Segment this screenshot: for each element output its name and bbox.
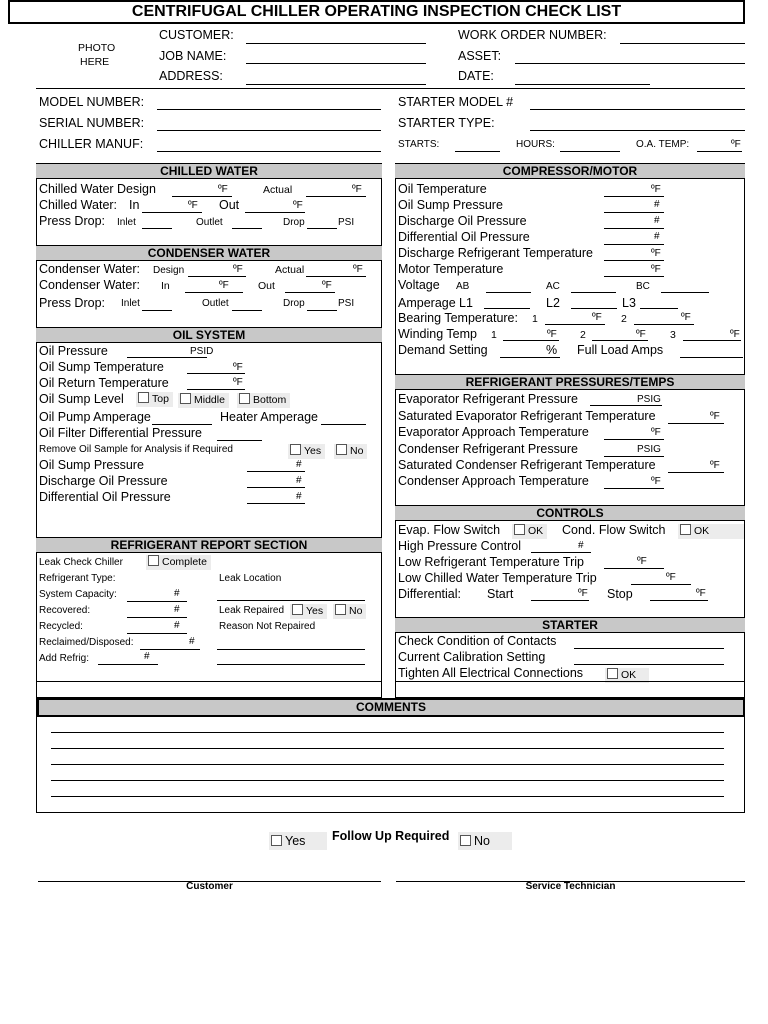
condenser-water-heading: CONDENSER WATER — [36, 245, 382, 261]
chw-design-label: Chilled Water Design — [39, 182, 156, 196]
chw-in-field[interactable] — [142, 212, 202, 213]
comp-diff-oil-unit: # — [654, 231, 660, 242]
comment-line-1[interactable] — [51, 732, 724, 733]
job-name-field[interactable] — [246, 63, 426, 64]
system-capacity-field[interactable] — [127, 601, 187, 602]
winding-2-label: 2 — [580, 329, 586, 341]
cdw-out-label: Out — [258, 280, 275, 292]
demand-setting-label: Demand Setting — [398, 343, 488, 357]
cdw-in-unit: ºF — [219, 280, 229, 291]
tighten-label: Tighten All Electrical Connections — [398, 666, 584, 680]
comment-line-2[interactable] — [51, 748, 724, 749]
chw-inlet-label: Inlet — [117, 217, 136, 228]
oil-sump-pressure-unit: # — [296, 459, 302, 470]
option-label: No — [350, 445, 364, 457]
cdw-actual-unit: ºF — [353, 264, 363, 275]
sump-level-middle-option[interactable] — [178, 393, 229, 408]
sump-level-bottom-option[interactable] — [237, 393, 290, 408]
cdw-outlet-label: Outlet — [202, 298, 229, 309]
remove-sample-yes-option[interactable] — [288, 444, 325, 459]
chw-outlet-label: Outlet — [196, 217, 223, 228]
comment-line-4[interactable] — [51, 780, 724, 781]
add-refrig-unit: # — [144, 651, 150, 662]
chw-actual-unit: ºF — [352, 184, 362, 195]
comments-heading: COMMENTS — [37, 698, 745, 717]
comment-line-5[interactable] — [51, 796, 724, 797]
work-order-label: WORK ORDER NUMBER: — [458, 28, 607, 42]
leak-location-label: Leak Location — [219, 573, 282, 584]
chw-out-field[interactable] — [245, 212, 305, 213]
chw-water-label: Chilled Water: — [39, 198, 118, 212]
option-label: No — [349, 605, 363, 617]
page-title: CENTRIFUGAL CHILLER OPERATING INSPECTION CHECK LIST — [8, 0, 745, 24]
bearing-1-label: 1 — [532, 313, 538, 325]
oa-temp-field[interactable] — [697, 151, 742, 152]
high-pressure-field[interactable] — [531, 552, 591, 553]
add-refrig-label: Add Refrig: — [39, 653, 90, 664]
contacts-field[interactable] — [574, 648, 724, 649]
bearing-2-unit: ºF — [681, 312, 691, 323]
compressor-motor-heading: COMPRESSOR/MOTOR — [395, 163, 745, 179]
cdw-press-drop-label: Press Drop: — [39, 296, 105, 310]
starter-type-field[interactable] — [530, 130, 745, 131]
cdw-inlet-field[interactable] — [142, 310, 172, 311]
cdw-out-field[interactable] — [285, 292, 335, 293]
starter-model-field[interactable] — [530, 109, 745, 110]
recycled-label: Recycled: — [39, 621, 83, 632]
chw-outlet-field[interactable] — [232, 228, 262, 229]
reason-not-repaired-field-1[interactable] — [217, 649, 365, 650]
motor-temp-label: Motor Temperature — [398, 262, 504, 276]
differential-start-field[interactable] — [531, 600, 589, 601]
voltage-ac-label: AC — [546, 281, 560, 292]
amperage-l3-field[interactable] — [640, 308, 678, 309]
hours-label: HOURS: — [516, 139, 555, 150]
chilled-water-heading: CHILLED WATER — [36, 163, 382, 179]
oa-temp-label: O.A. TEMP: — [636, 139, 690, 150]
date-label: DATE: — [458, 69, 494, 83]
cdw-in-label: In — [161, 280, 170, 292]
chw-actual-field[interactable] — [306, 196, 366, 197]
reclaimed-unit: # — [189, 636, 195, 647]
motor-temp-field[interactable] — [604, 276, 664, 277]
differential-stop-label: Stop — [607, 587, 633, 601]
chw-in-label: In — [129, 198, 140, 212]
high-pressure-label: High Pressure Control — [398, 539, 521, 553]
sat-cond-temp-unit: ºF — [710, 460, 720, 471]
job-name-label: JOB NAME: — [159, 49, 227, 63]
address-label: ADDRESS: — [159, 69, 223, 83]
cdw-outlet-field[interactable] — [232, 310, 262, 311]
technician-signature-label: Service Technician — [525, 881, 616, 892]
oil-return-temp-label: Oil Return Temperature — [39, 376, 169, 390]
option-label: OK — [621, 669, 637, 681]
winding-3-unit: ºF — [730, 329, 740, 340]
amperage-l2-label: L2 — [546, 296, 560, 310]
leak-repaired-label: Leak Repaired — [219, 605, 285, 616]
low-ref-trip-label: Low Refrigerant Temperature Trip — [398, 555, 584, 569]
calibration-field[interactable] — [574, 664, 724, 665]
oil-filter-diff-label: Oil Filter Differential Pressure — [39, 426, 203, 440]
evap-pressure-unit: PSIG — [637, 394, 661, 405]
chw-psi-unit: PSI — [338, 217, 355, 228]
discharge-oil-pressure-unit: # — [296, 475, 302, 486]
leak-check-label: Leak Check Chiller — [39, 557, 123, 568]
heater-amp-label: Heater Amperage — [220, 410, 318, 424]
cond-approach-label: Condenser Approach Temperature — [398, 474, 589, 488]
refrigerant-report-heading: REFRIGERANT REPORT SECTION — [36, 537, 382, 553]
cdw-psi-unit: PSI — [338, 298, 355, 309]
cdw-design-field[interactable] — [188, 276, 246, 277]
comp-oil-sump-pressure-label: Oil Sump Pressure — [398, 198, 503, 212]
oil-pressure-unit: PSID — [190, 346, 214, 357]
checkbox-icon[interactable] — [607, 668, 618, 679]
sat-evap-temp-label: Saturated Evaporator Refrigerant Temperature — [398, 409, 656, 423]
low-chw-trip-label: Low Chilled Water Temperature Trip — [398, 571, 597, 585]
leak-repaired-yes-option[interactable] — [290, 604, 327, 619]
evap-approach-label: Evaporator Approach Temperature — [398, 425, 589, 439]
oil-sump-level-label: Oil Sump Level — [39, 392, 124, 406]
chw-drop-label: Drop — [283, 217, 305, 228]
evap-approach-field[interactable] — [604, 439, 664, 440]
bearing-1-field[interactable] — [545, 324, 605, 325]
diff-oil-pressure-field[interactable] — [247, 503, 305, 504]
starter-heading: STARTER — [395, 617, 745, 633]
demand-setting-unit: % — [546, 343, 558, 357]
chw-drop-field[interactable] — [307, 228, 337, 229]
option-label: No — [474, 834, 490, 848]
model-number-label: MODEL NUMBER: — [39, 95, 145, 109]
voltage-ab-field[interactable] — [486, 292, 531, 293]
cdw-actual-label: Actual — [275, 264, 305, 276]
cdw-water-label: Condenser Water: — [39, 262, 140, 276]
oil-pressure-label: Oil Pressure — [39, 344, 108, 358]
cdw-design-unit: ºF — [233, 264, 243, 275]
starter-model-label: STARTER MODEL # — [398, 95, 514, 109]
cond-approach-field[interactable] — [604, 488, 664, 489]
discharge-ref-temp-field[interactable] — [604, 260, 664, 261]
comp-diff-oil-label: Differential Oil Pressure — [398, 230, 530, 244]
system-capacity-unit: # — [174, 588, 180, 599]
bearing-temp-label: Bearing Temperature: — [398, 311, 518, 325]
reason-not-repaired-label: Reason Not Repaired — [219, 621, 316, 632]
oil-return-temp-field[interactable] — [187, 389, 245, 390]
discharge-oil-pressure-field[interactable] — [247, 487, 305, 488]
recycled-field[interactable] — [127, 633, 187, 634]
sat-cond-temp-label: Saturated Condenser Refrigerant Temperature — [398, 458, 656, 472]
oil-sump-temp-unit: ºF — [233, 362, 243, 373]
amperage-l3-label: L3 — [622, 296, 636, 310]
amperage-label: Amperage — [398, 296, 456, 310]
winding-temp-label: Winding Temp — [398, 327, 477, 341]
refrigerant-pressures-heading: REFRIGERANT PRESSURES/TEMPS — [395, 374, 745, 390]
checkbox-icon[interactable] — [271, 835, 282, 846]
diff-oil-pressure-label: Differential Oil Pressure — [39, 490, 171, 504]
heater-amp-field[interactable] — [321, 424, 366, 425]
starts-label: STARTS: — [398, 139, 440, 150]
calibration-label: Current Calibration Setting — [398, 650, 546, 664]
voltage-label: Voltage — [398, 278, 440, 292]
oil-temp-field[interactable] — [604, 196, 664, 197]
cdw-out-unit: ºF — [322, 280, 332, 291]
amperage-l2-field[interactable] — [571, 308, 617, 309]
starter-bottom-rule — [395, 681, 745, 682]
hours-field[interactable] — [560, 151, 620, 152]
checkbox-icon[interactable] — [290, 444, 301, 455]
asset-field[interactable] — [515, 63, 745, 64]
bearing-2-label: 2 — [621, 313, 627, 325]
discharge-oil-pressure-label: Discharge Oil Pressure — [39, 474, 168, 488]
evap-pressure-label: Evaporator Refrigerant Pressure — [398, 392, 578, 406]
oil-return-temp-unit: ºF — [233, 377, 243, 388]
option-label: Bottom — [253, 394, 287, 406]
customer-signature-label: Customer — [186, 881, 233, 892]
differential-stop-unit: ºF — [696, 588, 706, 599]
serial-number-label: SERIAL NUMBER: — [39, 116, 145, 130]
leak-repaired-no-option[interactable] — [333, 604, 366, 619]
refrigerant-type-label: Refrigerant Type: — [39, 573, 116, 584]
starter-type-label: STARTER TYPE: — [398, 116, 495, 130]
cdw-design-label: Design — [153, 265, 185, 276]
option-label: OK — [528, 525, 544, 537]
option-label: Middle — [194, 394, 225, 406]
serial-number-field[interactable] — [157, 130, 381, 131]
leak-check-complete-option[interactable] — [146, 555, 211, 570]
checkbox-icon[interactable] — [460, 835, 471, 846]
cdw-in-field[interactable] — [185, 292, 243, 293]
discharge-ref-temp-label: Discharge Refrigerant Temperature — [398, 246, 594, 260]
option-label: OK — [694, 525, 710, 537]
amperage-l1-label: L1 — [459, 296, 473, 310]
sat-cond-temp-field[interactable] — [668, 472, 724, 473]
recycled-unit: # — [174, 620, 180, 631]
full-load-amps-label: Full Load Amps — [577, 343, 664, 357]
starts-field[interactable] — [455, 151, 500, 152]
recovered-label: Recovered: — [39, 605, 91, 616]
sat-evap-temp-field[interactable] — [668, 423, 724, 424]
customer-field[interactable] — [246, 43, 426, 44]
checkbox-icon[interactable] — [138, 392, 149, 403]
reclaimed-field[interactable] — [140, 649, 200, 650]
voltage-bc-label: BC — [636, 281, 650, 292]
cdw-drop-field[interactable] — [307, 310, 337, 311]
oil-filter-diff-field[interactable] — [217, 440, 262, 441]
cond-flow-ok-option[interactable] — [678, 524, 744, 539]
photo-placeholder-line1: PHOTO — [78, 42, 116, 54]
low-chw-trip-unit: ºF — [666, 572, 676, 583]
cond-pressure-label: Condenser Refrigerant Pressure — [398, 442, 578, 456]
chw-inlet-field[interactable] — [142, 228, 172, 229]
bearing-2-field[interactable] — [634, 324, 694, 325]
leak-location-field[interactable] — [217, 600, 365, 601]
chiller-manuf-label: CHILLER MANUF: — [39, 137, 144, 151]
model-number-field[interactable] — [157, 109, 381, 110]
comp-diff-oil-field[interactable] — [604, 244, 664, 245]
reclaimed-label: Reclaimed/Disposed: — [39, 637, 134, 648]
reason-not-repaired-field-2[interactable] — [217, 664, 365, 665]
oil-sump-pressure-label: Oil Sump Pressure — [39, 458, 144, 472]
evap-approach-unit: ºF — [651, 427, 661, 438]
cond-flow-label: Cond. Flow Switch — [562, 523, 666, 537]
customer-label: CUSTOMER: — [159, 28, 234, 42]
chiller-manuf-field[interactable] — [157, 151, 381, 152]
cond-pressure-unit: PSIG — [637, 444, 661, 455]
winding-1-label: 1 — [491, 329, 497, 341]
recovered-field[interactable] — [127, 617, 187, 618]
motor-temp-unit: ºF — [651, 264, 661, 275]
checkbox-icon[interactable] — [335, 604, 346, 615]
option-label: Yes — [306, 605, 324, 617]
controls-heading: CONTROLS — [395, 505, 745, 521]
diff-oil-pressure-unit: # — [296, 491, 302, 502]
system-capacity-label: System Capacity: — [39, 589, 117, 600]
chw-design-unit: ºF — [218, 184, 228, 195]
voltage-ab-label: AB — [456, 281, 470, 292]
recovered-unit: # — [174, 604, 180, 615]
evap-flow-label: Evap. Flow Switch — [398, 523, 501, 537]
followup-no-option[interactable] — [458, 832, 512, 850]
oil-pump-amp-field[interactable] — [152, 424, 212, 425]
differential-stop-field[interactable] — [650, 600, 708, 601]
photo-placeholder-line2: HERE — [80, 56, 110, 68]
date-field[interactable] — [515, 84, 650, 85]
cdw-actual-field[interactable] — [306, 276, 366, 277]
option-label: Yes — [304, 445, 322, 457]
winding-1-unit: ºF — [547, 329, 557, 340]
differential-start-label: Start — [487, 587, 514, 601]
chw-out-unit: ºF — [293, 200, 303, 211]
low-ref-trip-field[interactable] — [604, 568, 664, 569]
chw-design-field[interactable] — [172, 196, 232, 197]
chw-actual-label: Actual — [263, 184, 293, 196]
address-field[interactable] — [246, 84, 426, 85]
checkbox-icon[interactable] — [239, 393, 250, 404]
amperage-l1-field[interactable] — [484, 308, 530, 309]
followup-yes-option[interactable] — [269, 832, 327, 850]
cond-approach-unit: ºF — [651, 476, 661, 487]
option-label: Top — [152, 393, 169, 405]
low-ref-trip-unit: ºF — [637, 556, 647, 567]
discharge-ref-temp-unit: ºF — [651, 248, 661, 259]
evap-flow-ok-option[interactable] — [512, 524, 547, 539]
contacts-label: Check Condition of Contacts — [398, 634, 557, 648]
comp-discharge-oil-field[interactable] — [604, 228, 664, 229]
differential-start-unit: ºF — [578, 588, 588, 599]
asset-label: ASSET: — [458, 49, 502, 63]
high-pressure-unit: # — [578, 540, 584, 551]
oil-sump-pressure-field[interactable] — [247, 471, 305, 472]
oil-sump-temp-label: Oil Sump Temperature — [39, 360, 164, 374]
remove-sample-label: Remove Oil Sample for Analysis if Required — [39, 444, 233, 455]
checkbox-icon[interactable] — [180, 393, 191, 404]
checkbox-icon[interactable] — [336, 444, 347, 455]
followup-required-label: Follow Up Required — [332, 829, 450, 843]
work-order-field[interactable] — [620, 43, 745, 44]
chw-out-label: Out — [219, 198, 240, 212]
checkbox-icon[interactable] — [148, 555, 159, 566]
refrigerant-report-bottom-rule — [36, 681, 382, 682]
cdw-water-label-2: Condenser Water: — [39, 278, 140, 292]
oa-temp-unit: ºF — [731, 139, 741, 150]
oil-pump-amp-label: Oil Pump Amperage — [39, 410, 151, 424]
winding-2-unit: ºF — [636, 329, 646, 340]
full-load-amps-field[interactable] — [680, 357, 743, 358]
chw-press-drop-label: Press Drop: — [39, 214, 105, 228]
remove-sample-no-option[interactable] — [334, 444, 367, 459]
option-label: Yes — [285, 834, 306, 848]
cdw-inlet-label: Inlet — [121, 298, 140, 309]
cdw-drop-label: Drop — [283, 298, 305, 309]
header-divider — [36, 88, 745, 89]
comp-discharge-oil-unit: # — [654, 215, 660, 226]
cond-pressure-field[interactable] — [604, 456, 664, 457]
comp-oil-sump-pressure-unit: # — [654, 199, 660, 210]
low-chw-trip-field[interactable] — [631, 584, 691, 585]
checkbox-icon[interactable] — [292, 604, 303, 615]
oil-temp-label: Oil Temperature — [398, 182, 487, 196]
comp-discharge-oil-label: Discharge Oil Pressure — [398, 214, 527, 228]
checkbox-icon[interactable] — [680, 524, 691, 535]
oil-system-heading: OIL SYSTEM — [36, 327, 382, 343]
add-refrig-field[interactable] — [98, 664, 158, 665]
winding-3-label: 3 — [670, 329, 676, 341]
comment-line-3[interactable] — [51, 764, 724, 765]
option-label: Complete — [162, 556, 207, 568]
sump-level-top-option[interactable] — [136, 392, 173, 407]
differential-label: Differential: — [398, 587, 461, 601]
chw-in-unit: ºF — [188, 200, 198, 211]
bearing-1-unit: ºF — [592, 312, 602, 323]
voltage-ac-field[interactable] — [571, 292, 616, 293]
checkbox-icon[interactable] — [514, 524, 525, 535]
sat-evap-temp-unit: ºF — [710, 411, 720, 422]
voltage-bc-field[interactable] — [661, 292, 709, 293]
oil-temp-unit: ºF — [651, 184, 661, 195]
comp-oil-sump-pressure-field[interactable] — [604, 212, 664, 213]
